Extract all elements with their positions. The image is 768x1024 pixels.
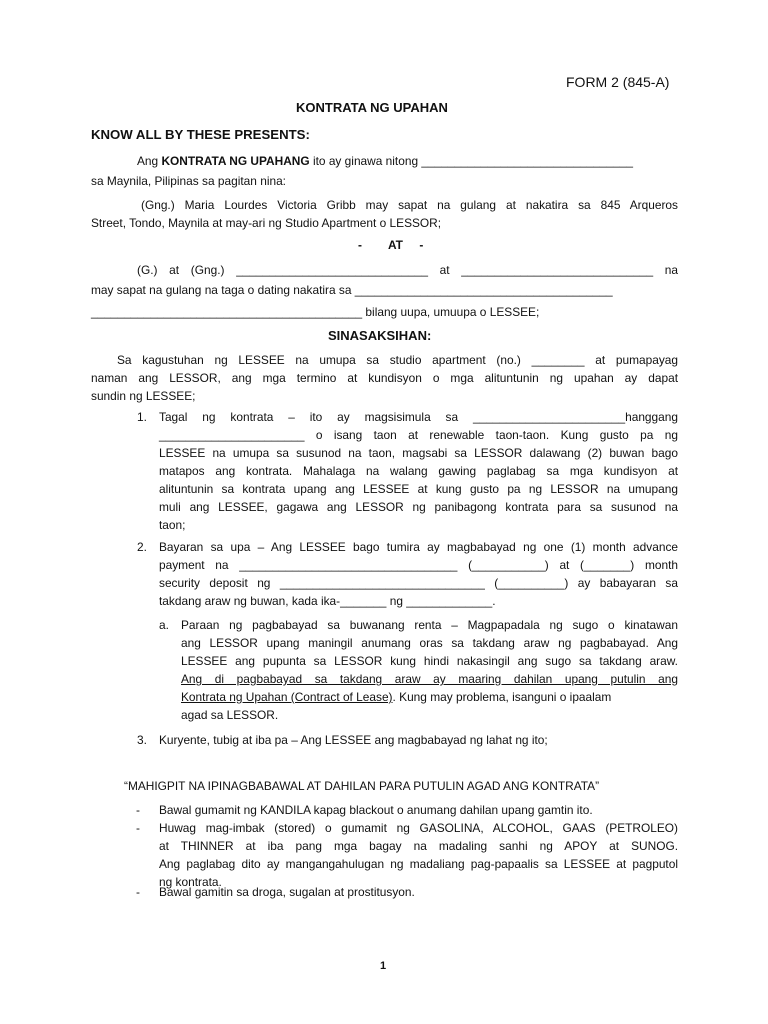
lessor-line-1: (Gng.) Maria Lourdes Victoria Gribb may sapat na gulang at nakatira sa 845 Arqueros	[141, 198, 678, 212]
item-1-line: Tagal ng kontrata – ito ay magsisimula sa _______________________hanggang	[159, 410, 678, 424]
page-number: 1	[380, 960, 387, 972]
item-2a-label: a.	[159, 618, 169, 632]
lessee-line-2: may sapat na gulang na taga o dating nakatira sa _______________________________________	[91, 283, 613, 297]
witness-line-1: Sa kagustuhan ng LESSEE na umupa sa studio apartment (no.) ________ at pumapayag	[117, 353, 678, 367]
bullet-2-line: Huwag mag-imbak (stored) o gumamit ng GASOLINA, ALCOHOL, GAAS (PETROLEO)	[159, 821, 678, 835]
lessee-line-3: _________________________________________ bilang uupa, umuupa o LESSEE;	[91, 305, 540, 319]
item-2a-line: ang LESSOR upang maningil anumang oras sa takdang araw ng pagbabayad. Ang	[181, 636, 678, 650]
item-3-number: 3.	[137, 733, 147, 747]
bullet-dash: -	[136, 803, 140, 817]
intro-line-2: sa Maynila, Pilipinas sa pagitan nina:	[91, 174, 286, 188]
bullet-3: Bawal gamitin sa droga, sugalan at prostitusyon.	[159, 885, 415, 899]
item-1-line: alituntunin sa kontrata upang ang LESSEE at kung gusto pa ng LESSOR na umupang	[159, 482, 678, 496]
bullet-dash: -	[136, 821, 140, 835]
item-1-line: ______________________ o isang taon at renewable taon-taon. Kung gusto pa ng	[159, 428, 678, 442]
know-all-heading: KNOW ALL BY THESE PRESENTS:	[91, 127, 310, 142]
intro-bold: KONTRATA NG UPAHANG	[161, 154, 310, 168]
form-code: FORM 2 (845-A)	[566, 74, 670, 90]
item-2a-line: Paraan ng pagbabayad sa buwanang renta – Magpapadala ng sugo o kinatawan	[181, 618, 678, 632]
document-title: KONTRATA NG UPAHAN	[296, 100, 448, 115]
bullet-dash: -	[136, 885, 140, 899]
bullet-2-line: Ang paglabag dito ay mangangahulugan ng madaliang pag-papaalis sa LESSEE at pagputol	[159, 857, 678, 871]
contract-of-lease-link: Kontrata ng Upahan (Contract of Lease)	[181, 690, 393, 704]
bullet-2-line: at THINNER at iba pang mga bagay na madaling sanhi ng APOY at SUNOG.	[159, 839, 678, 853]
item-1-number: 1.	[137, 410, 147, 424]
item-2-line: payment na _________________________________ (___________) at (_______) month	[159, 558, 678, 572]
witness-line-3: sundin ng LESSEE;	[91, 389, 196, 403]
item-2-line: security deposit ng _______________________________ (__________) ay babayaran sa	[159, 576, 678, 590]
intro-line-1	[137, 154, 633, 168]
item-2a-line-underlined: Ang di pagbabayad sa takdang araw ay maaring dahilan upang putulin ang	[181, 672, 678, 686]
witness-heading: SINASAKSIHAN:	[328, 328, 432, 343]
item-1-line: matapos ang kontrata. Mahalaga na walang gawing paglabag sa mga kundisyon at	[159, 464, 678, 478]
at-separator: - AT -	[358, 238, 424, 252]
item-1-line: taon;	[159, 518, 186, 532]
item-2a-line: agad sa LESSOR.	[181, 708, 279, 722]
item-3-text: Kuryente, tubig at iba pa – Ang LESSEE ang magbabayad ng lahat ng ito;	[159, 733, 548, 747]
item-1-line: LESSEE na umupa sa susunod na taon, magsabi sa LESSOR dalawang (2) buwan bago	[159, 446, 678, 460]
item-1-line: muli ang LESSEE, gagawa ang LESSOR ng panibagong kontrata para sa susunod na	[159, 500, 678, 514]
prohibited-heading: “MAHIGPIT NA IPINAGBABAWAL AT DAHILAN PARA PUTULIN AGAD ANG KONTRATA”	[124, 779, 600, 793]
item-2a-line: LESSEE ang pupunta sa LESSOR kung hindi nakasingil ang sugo sa takdang araw.	[181, 654, 678, 668]
intro-post: ito ay ginawa nitong ________________________________	[309, 154, 633, 168]
lessee-line-1: (G.) at (Gng.) _____________________________ at _____________________________ na	[137, 263, 678, 277]
item-2a-line-rest: . Kung may problema, isanguni o ipaalam	[392, 690, 612, 704]
item-2-number: 2.	[137, 540, 147, 554]
bullet-1: Bawal gumamit ng KANDILA kapag blackout o anumang dahilan upang gamtin ito.	[159, 803, 593, 817]
bullet-2-line: ng kontrata.	[159, 875, 222, 889]
intro-pre: Ang	[137, 154, 162, 168]
item-2-line: takdang araw ng buwan, kada ika-_______ ng _____________.	[159, 594, 496, 608]
item-2-line: Bayaran sa upa – Ang LESSEE bago tumira ay magbabayad ng one (1) month advance	[159, 540, 678, 554]
item-2a-line	[181, 690, 611, 704]
witness-line-2: naman ang LESSOR, ang mga termino at kundisyon o mga alituntunin ng upahan ay dapat	[91, 371, 678, 385]
lessor-line-2: Street, Tondo, Maynila at may-ari ng Studio Apartment o LESSOR;	[91, 216, 442, 230]
